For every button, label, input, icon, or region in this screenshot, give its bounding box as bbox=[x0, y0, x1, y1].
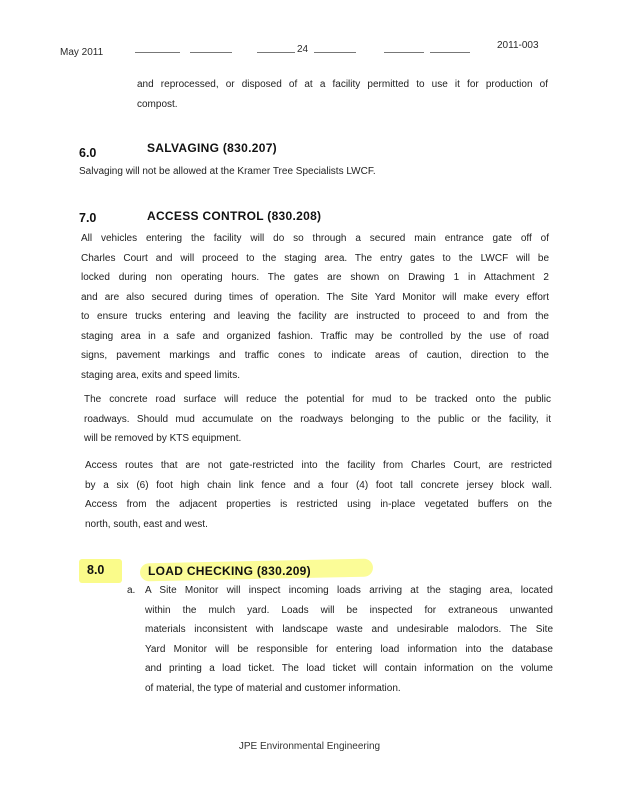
section-7-paragraph-2 bbox=[84, 390, 551, 449]
section-8-number: 8.0 bbox=[87, 563, 105, 577]
header-page-number: 24 bbox=[297, 44, 309, 55]
text-line: by a six (6) foot high chain link fence and a four (4) foot tall concrete jersey block wall. bbox=[85, 479, 552, 491]
text-line: Access from the adjacent properties is restricted using in-place vegetated buffers on the bbox=[85, 499, 552, 510]
text-line: of material, the type of material and customer information. bbox=[145, 682, 401, 694]
section-6-title: SALVAGING (830.207) bbox=[147, 141, 277, 155]
text-line: Access routes that are not gate-restricted into the facility from Charles Court, are restricted bbox=[85, 460, 552, 471]
section-7-paragraph-3 bbox=[85, 456, 552, 534]
header-rule bbox=[135, 52, 180, 53]
text-line: A Site Monitor will inspect incoming loads arriving at the staging area, located bbox=[145, 585, 553, 596]
text-line: signs, pavement markings and traffic cones to indicate areas of caution, direction to the bbox=[81, 350, 549, 361]
text-line: and are also secured during times of operation. The Site Yard Monitor will make every effort bbox=[81, 291, 549, 303]
page-footer: JPE Environmental Engineering bbox=[238, 741, 381, 752]
text-line: roadways. Should mud accumulate on the roadways belonging to the public or the facility, it bbox=[84, 413, 551, 425]
header-rule bbox=[257, 52, 295, 53]
text-line: north, south, east and west. bbox=[85, 518, 208, 530]
text-line: within the mulch yard. Loads will be inspected for extraneous unwanted bbox=[145, 604, 553, 616]
text-line: Salvaging will not be allowed at the Kramer Tree Specialists LWCF. bbox=[79, 166, 376, 177]
section-8-list-item bbox=[145, 581, 553, 698]
header-rule bbox=[430, 52, 470, 53]
text-line: All vehicles entering the facility will do so through a secured main entrance gate off of bbox=[81, 233, 549, 244]
header-document-id: 2011-003 bbox=[497, 40, 539, 51]
header-rule bbox=[314, 52, 356, 53]
text-line: materials inconsistent with landscape waste and undesirable malodors. The Site bbox=[145, 624, 553, 635]
text-line: The concrete road surface will reduce the potential for mud to be tracked onto the public bbox=[84, 394, 551, 405]
section-7-number: 7.0 bbox=[79, 211, 97, 225]
text-line: staging area in a safe and organized fashion. Traffic may be controlled by the use of road bbox=[81, 330, 549, 342]
text-line: will be removed by KTS equipment. bbox=[84, 433, 242, 444]
text-line: and printing a load ticket. The load ticket will contain information on the volume bbox=[145, 663, 553, 674]
section-8-title: LOAD CHECKING (830.209) bbox=[148, 564, 311, 578]
text-line: Charles Court and will proceed to the staging area. The entry gates to the LWCF will be bbox=[81, 252, 549, 264]
list-item-label: a. bbox=[127, 585, 136, 596]
text-line: Yard Monitor will be responsible for entering load information into the database bbox=[145, 643, 553, 655]
text-line: locked during non operating hours. The gates are shown on Drawing 1 in Attachment 2 bbox=[81, 272, 549, 283]
text-line: compost. bbox=[137, 98, 178, 110]
section-6-paragraph bbox=[79, 162, 549, 182]
header-rule bbox=[190, 52, 232, 53]
section-7-paragraph-1 bbox=[81, 229, 549, 385]
header-date: May 2011 bbox=[60, 47, 104, 58]
section-6-number: 6.0 bbox=[79, 146, 97, 160]
text-line: staging area, exits and speed limits. bbox=[81, 369, 240, 381]
text-line: to ensure trucks entering and leaving the facility are instructed to proceed to and from the bbox=[81, 311, 549, 322]
text-line: and reprocessed, or disposed of at a facility permitted to use it for production of bbox=[137, 79, 548, 90]
continuation-paragraph bbox=[137, 75, 548, 114]
header-rule bbox=[384, 52, 424, 53]
section-7-title: ACCESS CONTROL (830.208) bbox=[147, 209, 322, 223]
